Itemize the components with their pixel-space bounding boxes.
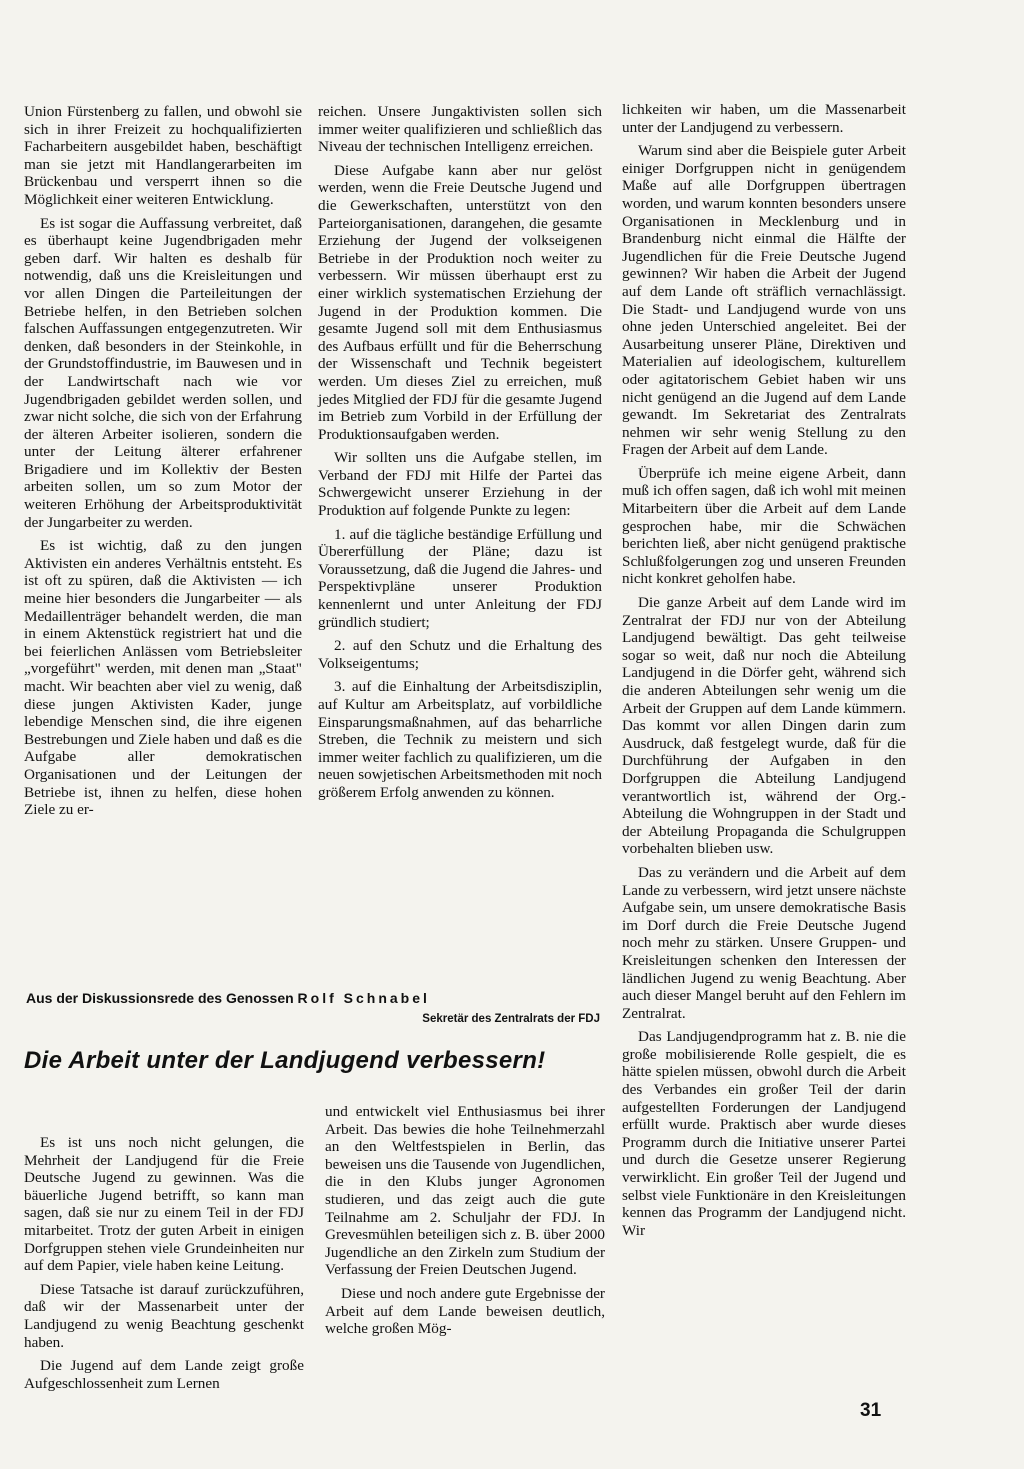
paragraph: Wir sollten uns die Aufgabe stellen, im Verband der FDJ mit Hilfe der Partei das Schwergewicht unserer Erziehung in der Produktion auf folgende Punkte zu legen: (318, 449, 602, 520)
speaker-role: Sekretär des Zentralrats der FDJ (422, 1013, 600, 1025)
list-item: 1. auf die tägliche beständige Erfüllung und Übererfüllung der Pläne; dazu ist Voraussetzung, daß die Jugend die Jahres- und Perspektivpläne unserer Produktion kennenlernt und unter Anleitung der FDJ gründlich studiert; (318, 525, 602, 631)
paragraph: Das Landjugendprogramm hat z. B. nie die große mobilisierende Rolle gespielt, die es hätte spielen müssen, obwohl durch die Arbeit des Verbandes ein großer Teil der darin aufgestellten Forderungen der Landjugend erfüllt wurde. Praktisch aber wurde dieses Programm durch die Initiative unserer Partei und durch die Gesetze unserer Regierung verwirklicht. Ein großer Teil der Jugend und selbst viele Funktionäre in den Kreisleitungen kennen das Programm der Landjugend nicht. Wir (622, 1028, 906, 1239)
paragraph: Das zu verändern und die Arbeit auf dem Lande zu verbessern, wird jetzt unsere nächste Aufgabe sein, um unsere demokratische Basis im Dorf durch die Freie Deutsche Jugend noch mehr zu stärken. Unsere Gruppen- und Kreisleitungen schenken den Interessen der ländlichen Jugend zu wenig Beachtung. Aber auch dieser Mangel beruht auf den Fehlern im Zentralrat. (622, 863, 906, 1022)
list-item: 2. auf den Schutz und die Erhaltung des Volkseigentums; (318, 637, 602, 672)
paragraph: Es ist uns noch nicht gelungen, die Mehrheit der Landjugend für die Freie Deutsche Jugend zu gewinnen. Was die bäuerliche Jugend betrifft, so kann man sagen, daß sie nur zu einem Teil in der FDJ mitarbeitet. Trotz der guten Arbeit in einigen Dorfgruppen stehen viele Grundeinheiten nur auf dem Papier, viele haben keine Leitung. (24, 1134, 304, 1275)
paragraph: Union Fürstenberg zu fallen, und obwohl sie sich in ihrer Freizeit zu hochqualifizierten Facharbeitern ausgebildet haben, beschäftigt man sie jetzt mit Handlangerarbeiten im Brückenbau und versperrt ihnen so die Möglichkeit einer weiteren Entwicklung. (24, 103, 302, 208)
top-column-3 (622, 101, 906, 1245)
article-kicker (26, 990, 430, 1006)
article-headline: Die Arbeit unter der Landjugend verbessern! (24, 1047, 546, 1074)
top-column-1 (24, 103, 302, 825)
paragraph: Es ist wichtig, daß zu den jungen Aktivisten ein anderes Verhältnis entsteht. Es ist oft zu spüren, daß die Aktivisten — ich meine hier besonders die Jungarbeiter — als Medaillenträger behandelt werden, die man in einem Aktenstück registriert hat und die bei feierlichen Anlässen vom Betriebsleiter „vorgeführt" werden, mit denen man „Staat" macht. Wir beachten aber viel zu wenig, daß diese jungen Aktivisten Kader, junge lebendige Menschen sind, die ihre eigenen Bestrebungen und Ziele haben und daß es die Aufgabe aller demokratischen Organisationen und der Leitungen der Betriebe ist, ihnen zu helfen, diese hohen Ziele zu er- (24, 537, 302, 819)
kicker-prefix: Aus der Diskussionsrede des Genossen (26, 990, 294, 1006)
paragraph: Diese Aufgabe kann aber nur gelöst werden, wenn die Freie Deutsche Jugend und die Gewerkschaften, unterstützt von den Parteiorganisationen, darangehen, die gesamte Erziehung der Jugend der volkseigenen Betriebe in der Produktion noch weiter zu verbessern. Wir müssen überhaupt erst zu einer wirklich systematischen Erziehung der Jugend in der Produktion kommen. Die gesamte Jugend soll mit dem Enthusiasmus des Aufbaus erfüllt und für die Beherrschung der Wissenschaft und Technik begeistert werden. Um dieses Ziel zu erreichen, muß jedes Mitglied der FDJ für die gesamte Jugend im Betrieb zum Vorbild in der Erfüllung der Produktionsaufgaben werden. (318, 161, 602, 443)
paragraph: Es ist sogar die Auffassung verbreitet, daß es überhaupt keine Jugendbrigaden mehr geben darf. Wir halten es deshalb für notwendig, daß uns die Kreisleitungen und vor allen Dingen die Parteileitungen der Betriebe helfen, in den Betrieben solchen falschen Auffassungen entgegenzutreten. Wir denken, daß besonders in der Steinkohle, in der Grundstoffindustrie, im Bauwesen und in der Landwirtschaft nach wie vor Jugendbrigaden gebildet werden sollen, und zwar nicht solche, die sich von der Erfahrung der älteren Arbeiter isolieren, sondern die unter der Leitung älterer erfahrener Brigadiere und im Kollektiv der Besten arbeiten sollen, um so zum Motor der weiteren Erhöhung der Arbeitsproduktivität der Jungarbeiter zu werden. (24, 214, 302, 531)
list-item: 3. auf die Einhaltung der Arbeitsdisziplin, auf Kultur am Arbeitsplatz, auf vorbildliche Einsparungsmaßnahmen, auf das beharrliche Streben, die Technik zu meistern und sich immer weiter fachlich zu qualifizieren, um die neuen sowjetischen Arbeitsmethoden mit noch größerem Erfolg anwenden zu können. (318, 678, 602, 801)
paragraph: Diese Tatsache ist darauf zurückzuführen, daß wir der Massenarbeit unter der Landjugend zu wenig Beachtung geschenkt haben. (24, 1280, 304, 1351)
paragraph: Die ganze Arbeit auf dem Lande wird im Zentralrat der FDJ nur von der Abteilung Landjugend bewältigt. Das geht teilweise sogar so weit, daß nur noch die Abteilung Landjugend in die Dörfer geht, während sich die anderen Abteilungen sehr wenig um die Arbeit der Gruppen auf dem Lande kümmern. Das kommt vor allen Dingen darin zum Ausdruck, daß festgelegt wurde, daß für die Durchführung der Aufgaben in den Dorfgruppen die Abteilung Landjugend verantwortlich ist, während der Org.-Abteilung die Wohngruppen in der Stadt und der Abteilung Propaganda die Schulgruppen vorbehalten blieben usw. (622, 594, 906, 858)
paragraph: und entwickelt viel Enthusiasmus bei ihrer Arbeit. Das bewies die hohe Teilnehmerzahl an den Weltfestspielen in Berlin, das beweisen uns die Tausende von Jugendlichen, die in den Klubs junger Agronomen studieren, und das zeigt auch die gute Teilnahme am 2. Schuljahr der FDJ. In Grevesmühlen beteiligen sich z. B. über 2000 Jugendliche an den Zirkeln zum Studium der Verfassung der Freien Deutschen Jugend. (325, 1103, 605, 1279)
page-number: 31 (860, 1400, 882, 1421)
paragraph: reichen. Unsere Jungaktivisten sollen sich immer weiter qualifizieren und schließlich das Niveau der technischen Intelligenz erreichen. (318, 103, 602, 156)
paragraph: Warum sind aber die Beispiele guter Arbeit einiger Dorfgruppen nicht in genügendem Maße auf alle Dorfgruppen übertragen worden, und warum konnten besonders unsere Organisationen in Mecklenburg und in Brandenburg nicht einmal die Hälfte der Jugendlichen für die Freie Deutsche Jugend gewinnen? Wir haben die Arbeit der Jugend auf dem Lande oft sträflich vernachlässigt. Die Stadt- und Landjugend wurde von uns ohne jeden Unterschied angeleitet. Bei der Ausarbeitung unserer Pläne, Direktiven und Materialien auf ideologischem, kulturellem oder agitatorischem Gebiet haben wir uns nicht genügend an die Jugend auf dem Lande gewandt. Im Sekretariat des Zentralrats nehmen wir sehr wenig Stellung zu den Fragen der Arbeit auf dem Lande. (622, 142, 906, 459)
paragraph: lichkeiten wir haben, um die Massenarbeit unter der Landjugend zu verbessern. (622, 101, 906, 136)
paragraph: Die Jugend auf dem Lande zeigt große Aufgeschlossenheit zum Lernen (24, 1357, 304, 1392)
article-column-2 (325, 1103, 605, 1344)
paragraph: Diese und noch andere gute Ergebnisse der Arbeit auf dem Lande beweisen deutlich, welche großen Mög- (325, 1284, 605, 1338)
paragraph: Überprüfe ich meine eigene Arbeit, dann muß ich offen sagen, daß ich wohl mit meinen Mitarbeitern über die Arbeit auf dem Lande gesprochen habe, mir die Schwächen berichten ließ, aber nicht genügend praktische Schlußfolgerungen zog und unseren Freunden nicht konkret geholfen habe. (622, 464, 906, 588)
top-column-2 (318, 103, 602, 808)
speaker-name: Rolf Schnabel (297, 990, 430, 1006)
article-column-1 (24, 1134, 304, 1398)
